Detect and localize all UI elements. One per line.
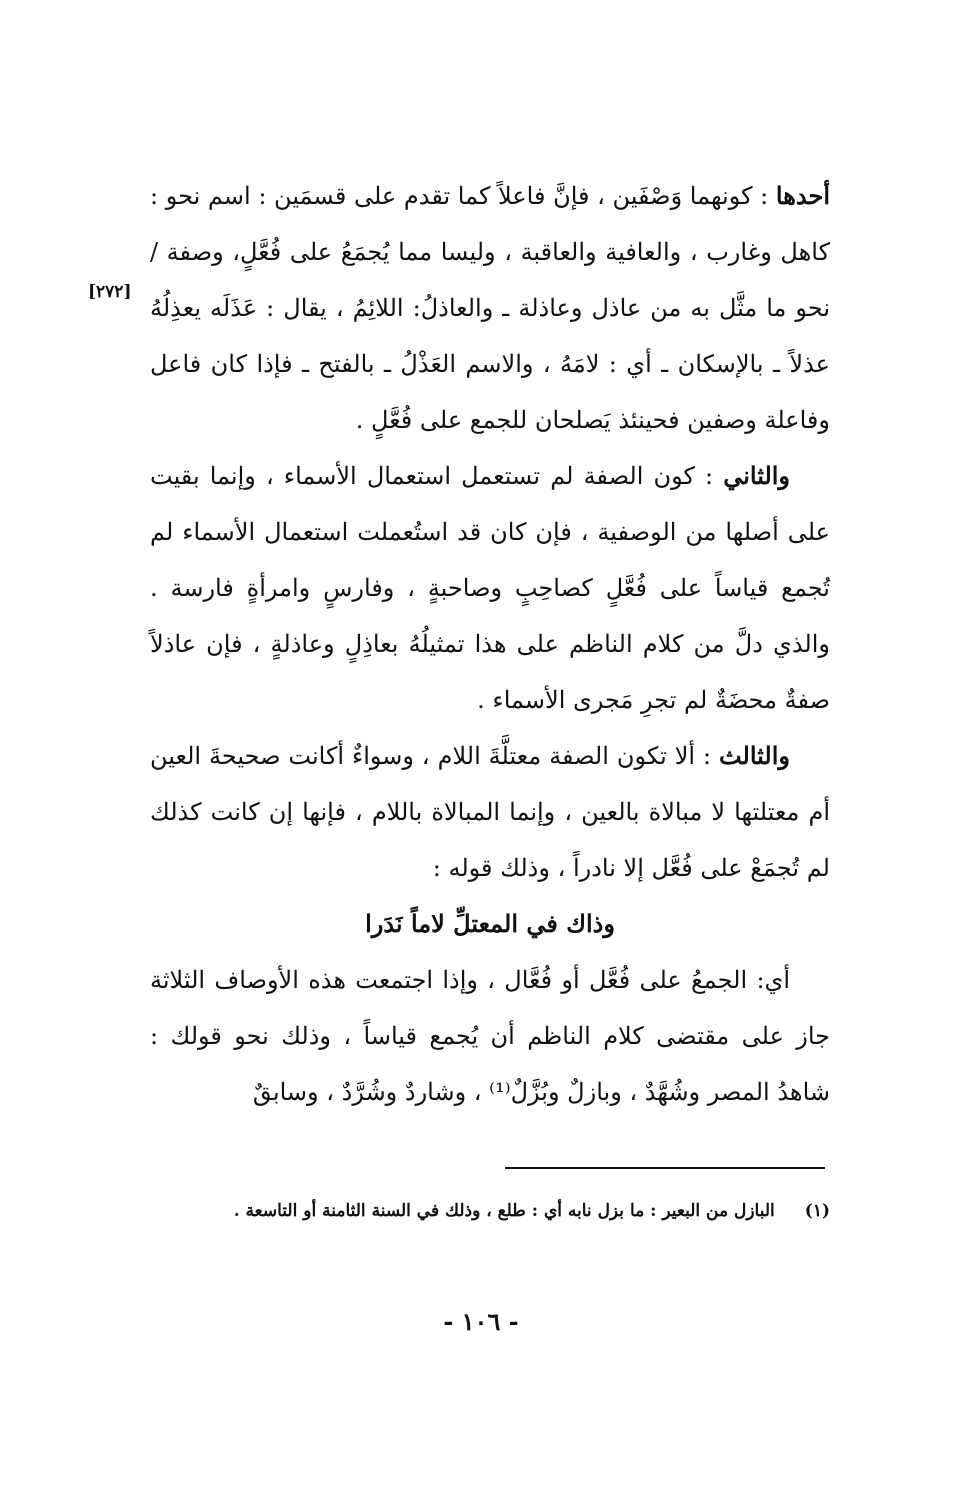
footnote (150, 1197, 830, 1225)
marginal-page-reference: [٢٧٢] (88, 282, 132, 302)
paragraph-first (150, 168, 830, 448)
paragraph-text: : كونهما وَصْفَين ، فإنَّ فاعلاً كما تقدم على قسمَين : اسم نحو : كاهل وغارب ، والعافية والعاقبة ، وليسا مما يُجمَعُ على فُعَّلٍ، وصفة / نحو ما مثَّل به من عاذل وعاذلة ـ والعاذلُ: اللائِمُ ، يقال : عَذَلَه يعذِلُهُ عذلاً ـ بالإسكان ـ أي : لامَهُ ، والاسم العَذْلُ ـ بالفتح ـ فإذا كان فاعل وفاعلة وصفين فحينئذ يَصلحان للجمع على فُعَّلٍ . (150, 182, 830, 434)
paragraph-second (150, 448, 830, 728)
paragraph-lead: والثاني (723, 461, 791, 490)
paragraph-lead: والثالث (718, 741, 790, 770)
verse-line: وذاك في المعتلِّ لاماً نَدَرا (365, 909, 615, 938)
footnote-divider (505, 1167, 825, 1169)
paragraph-closing: أي: الجمعُ على فُعَّل أو فُعَّال ، وإذا اجتمعت هذه الأوصاف الثلاثة جاز على مقتضى كلام الناظم أن يُجمع قياساً ، وذلك نحو قولك : شاهدُ المصر وشُهَّدٌ ، وبازلٌ وبُزَّلٌ⁽¹⁾ ، وشاردٌ وشُرَّدٌ ، وسابقٌ (150, 966, 830, 1106)
footnote-text: البازل من البعير : ما بزل نابه أي : طلع ، وذلك في السنة الثامنة أو التاسعة . (233, 1201, 775, 1221)
main-text (150, 168, 830, 1120)
paragraph-text: : ألا تكون الصفة معتلَّةَ اللام ، وسواءٌ أكانت صحيحةَ العين أم معتلتها لا مبالاة بالعين ، وإنما المبالاة باللام ، فإنها إن كانت كذلك لم تُجمَعْ على فُعَّل إلا نادراً ، وذلك قوله : (150, 742, 830, 882)
paragraph-lead: أحدها (775, 181, 830, 210)
paragraph-text: : كون الصفة لم تستعمل استعمال الأسماء ، وإنما بقيت على أصلها من الوصفية ، فإن كان قد استُعملت استعمال الأسماء لم تُجمع قياساً على فُعَّلٍ كصاحِبٍ وصاحبةٍ ، وفارسٍ وامرأةٍ فارسة . والذي دلَّ من كلام الناظم على هذا تمثيلُهُ بعاذِلٍ وعاذلةٍ ، فإن عاذلاً صفةٌ محضَةٌ لم تجرِ مَجرى الأسماء . (150, 462, 830, 714)
footnote-number: (١) (804, 1201, 830, 1221)
page-number: - ١٠٦ - (443, 1307, 519, 1336)
paragraph-third (150, 728, 830, 896)
